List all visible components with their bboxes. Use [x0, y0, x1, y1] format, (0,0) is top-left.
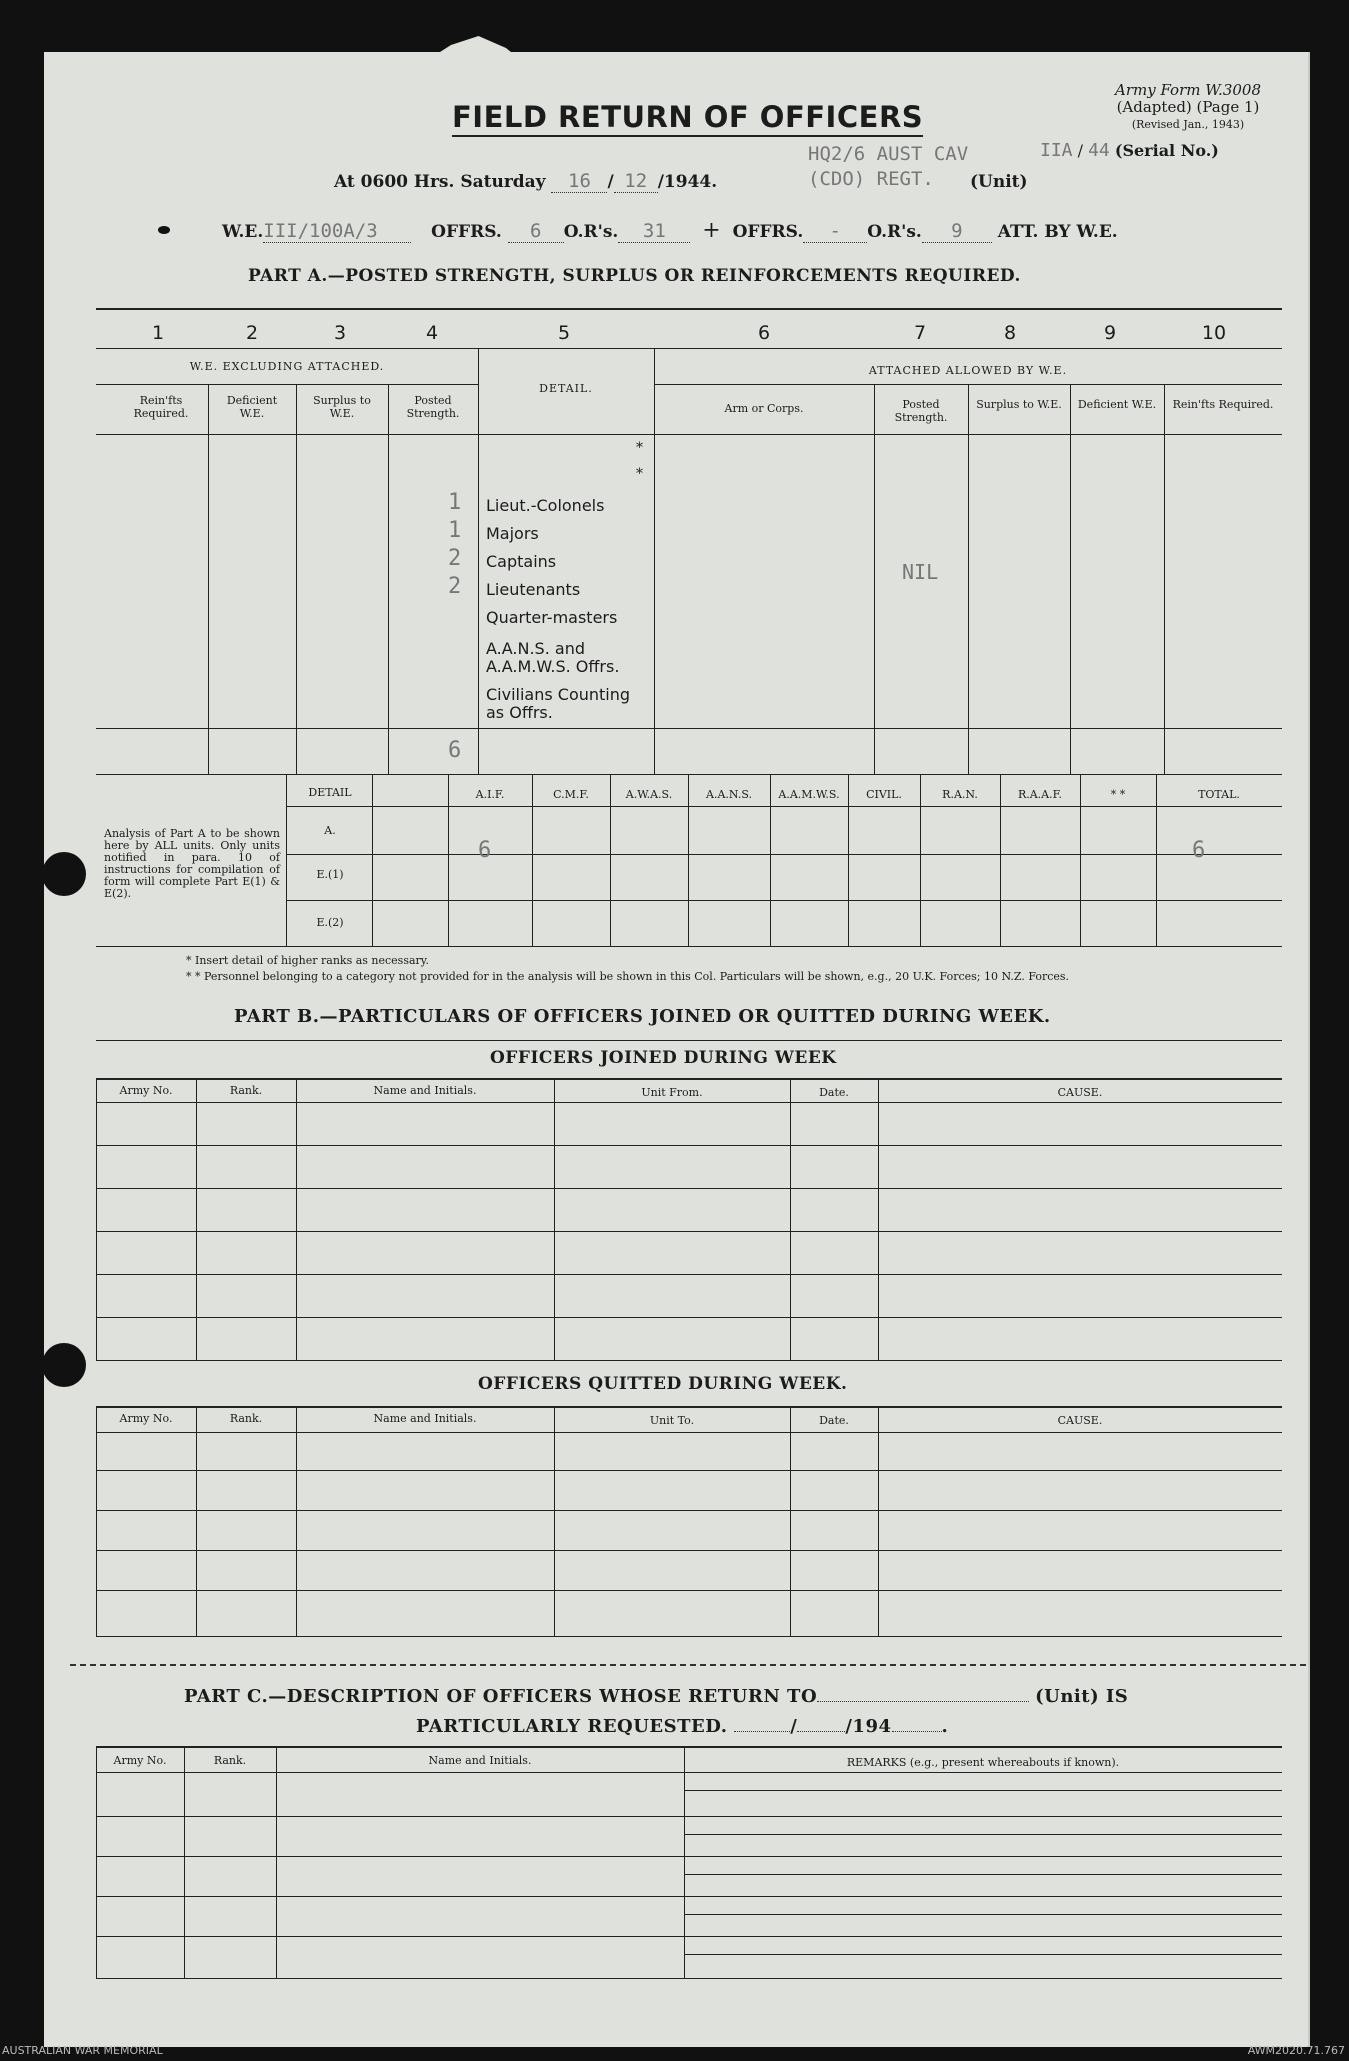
- offrs-label: OFFRS.: [431, 222, 502, 242]
- analysis-a-aif-value: 6: [478, 838, 492, 863]
- posted-total: 6: [448, 738, 462, 763]
- army-form-id: [1115, 82, 1261, 133]
- revised-label: (Revised Jan., 1943): [1131, 118, 1245, 131]
- analysis-col-cmf: C.M.F.: [553, 788, 589, 801]
- date-day: 16: [568, 170, 591, 192]
- quitted-col-name: Name and Initials.: [373, 1412, 477, 1425]
- right-col-surplus: Surplus to W.E.: [976, 398, 1062, 411]
- we-line: [222, 218, 1118, 243]
- joined-title: OFFICERS JOINED DURING WEEK: [490, 1048, 837, 1068]
- joined-col-army-no: Army No.: [119, 1084, 173, 1097]
- quitted-col-rank: Rank.: [229, 1412, 263, 1425]
- analysis-col-civil: CIVIL.: [866, 788, 902, 801]
- at-hours-label: At 0600 Hrs. Saturday: [334, 172, 546, 192]
- rank-lieutenants: Lieutenants: [486, 580, 581, 599]
- offrs2-label: OFFRS.: [732, 222, 804, 242]
- ors-value: 31: [642, 220, 666, 242]
- offrs2-value: -: [829, 220, 841, 242]
- ors-label: O.R's.: [563, 222, 619, 242]
- posted-captains: 2: [448, 546, 462, 571]
- joined-col-name: Name and Initials.: [373, 1084, 477, 1097]
- punch-hole-bottom: [42, 1343, 86, 1387]
- analysis-detail-header: DETAIL: [308, 786, 352, 799]
- right-col-reinforcements: Rein'fts Required.: [1172, 398, 1274, 411]
- part-c-requested: PARTICULARLY REQUESTED.: [416, 1716, 728, 1737]
- right-col-deficient: Deficient W.E.: [1077, 398, 1157, 411]
- unit-line-1: HQ2/6 AUST CAV: [808, 143, 969, 165]
- offrs-value: 6: [530, 220, 542, 242]
- unit-label: (Unit): [970, 172, 1028, 192]
- analysis-col-awas: A.W.A.S.: [625, 788, 673, 801]
- col-num-10: 10: [1201, 322, 1227, 344]
- date-year: /1944: [657, 172, 712, 192]
- quitted-title: OFFICERS QUITTED DURING WEEK.: [478, 1374, 848, 1394]
- part-c-slash: /: [790, 1716, 798, 1737]
- posted-majors: 1: [448, 518, 462, 543]
- part-c-title: PART C.—DESCRIPTION OF OFFICERS WHOSE RETURN TO: [184, 1686, 818, 1707]
- analysis-col-ran: R.A.N.: [942, 788, 978, 801]
- star-1: *: [636, 440, 643, 456]
- date-line: At 0600 Hrs. Saturday 16 / 12 /1944.: [334, 170, 718, 192]
- ors2-label: O.R's.: [867, 222, 922, 242]
- we-label: W.E.: [222, 222, 264, 242]
- footnote-higher-ranks: * Insert detail of higher ranks as necessary.: [186, 954, 430, 967]
- footer-archive-name: AUSTRALIAN WAR MEMORIAL: [2, 2044, 163, 2057]
- quitted-col-date: Date.: [819, 1414, 849, 1427]
- ors2-value: 9: [951, 220, 963, 242]
- left-col-posted: Posted Strength.: [406, 394, 460, 420]
- analysis-col-other: * *: [1110, 788, 1126, 801]
- cut-line: [70, 1664, 1306, 1666]
- adapted-label: (Adapted) (Page 1): [1116, 98, 1260, 116]
- part-c-unit-is: (Unit) IS: [1035, 1686, 1129, 1707]
- analysis-col-aamws: A.A.M.W.S.: [778, 788, 840, 801]
- part-c-col-name: Name and Initials.: [428, 1754, 532, 1767]
- posted-lieutenants: 2: [448, 574, 462, 599]
- footer-accession-number: AWM2020.71.767: [1247, 2044, 1345, 2057]
- col-num-6: 6: [757, 322, 771, 344]
- unit-typed: [808, 142, 968, 192]
- quitted-col-unit-to: Unit To.: [649, 1414, 695, 1427]
- col-num-8: 8: [1003, 322, 1017, 344]
- attached-nil: NIL: [902, 560, 939, 584]
- part-c-year: /194: [845, 1716, 892, 1737]
- left-col-surplus: Surplus to W.E.: [313, 394, 371, 420]
- rank-quartermasters: Quarter-masters: [486, 608, 618, 627]
- left-col-deficient: Deficient W.E.: [226, 394, 278, 420]
- analysis-row-e1: E.(1): [316, 868, 344, 881]
- analysis-col-aans: A.A.N.S.: [706, 788, 752, 801]
- joined-col-rank: Rank.: [229, 1084, 263, 1097]
- col-num-7: 7: [913, 322, 927, 344]
- analysis-note: Analysis of Part A to be shown here by ALL units. Only units notified in para. 10 of instructions for compilation of form will complete Part E(1) & E(2).: [104, 827, 280, 900]
- analysis-row-e2: E.(2): [316, 916, 344, 929]
- star-2: *: [636, 466, 643, 482]
- analysis-row-a: A.: [324, 824, 336, 837]
- analysis-col-total: TOTAL.: [1198, 788, 1240, 801]
- attached-allowed-header: ATTACHED ALLOWED BY W.E.: [868, 364, 1068, 377]
- quitted-col-cause: CAUSE.: [1057, 1414, 1103, 1427]
- part-c-col-army-no: Army No.: [113, 1754, 167, 1767]
- col-num-9: 9: [1103, 322, 1117, 344]
- unit-line-2: (CDO) REGT.: [808, 168, 934, 190]
- footnote-other-categories: * * Personnel belonging to a category not provided for in the analysis will be shown in this Col. Particulars will be shown, e.g., 20 U.K. Forces; 10 N.Z. Forces.: [186, 970, 1070, 983]
- col-num-5: 5: [557, 322, 571, 344]
- paper-tear: [418, 36, 528, 66]
- analysis-col-aif: A.I.F.: [475, 788, 505, 801]
- part-b-title: PART B.—PARTICULARS OF OFFICERS JOINED OR QUITTED DURING WEEK.: [234, 1006, 1051, 1027]
- col-num-1: 1: [151, 322, 165, 344]
- joined-col-date: Date.: [819, 1086, 849, 1099]
- form-title: FIELD RETURN OF OFFICERS: [452, 100, 923, 137]
- att-label: ATT. BY W.E.: [997, 222, 1118, 242]
- we-excluding-attached-header: W.E. EXCLUDING ATTACHED.: [189, 360, 385, 373]
- left-col-reinforcements: Rein'fts Required.: [133, 394, 189, 420]
- joined-col-cause: CAUSE.: [1057, 1086, 1103, 1099]
- part-c-title-line: [184, 1686, 1128, 1707]
- posted-lieut-colonels: 1: [448, 490, 462, 515]
- serial-label: (Serial No.): [1114, 141, 1219, 160]
- right-col-arm-corps: Arm or Corps.: [724, 402, 804, 415]
- quitted-col-army-no: Army No.: [119, 1412, 173, 1425]
- rank-captains: Captains: [486, 552, 557, 571]
- we-value: III/100A/3: [263, 220, 378, 242]
- serial-number: 44: [1088, 140, 1110, 161]
- date-month: 12: [624, 170, 648, 192]
- col-num-2: 2: [245, 322, 259, 344]
- rank-civilians: Civilians Counting as Offrs.: [486, 685, 631, 722]
- plus-sign: +: [702, 218, 721, 243]
- right-col-posted: Posted Strength.: [894, 398, 948, 424]
- punch-hole-top: [42, 852, 86, 896]
- part-c-col-rank: Rank.: [213, 1754, 247, 1767]
- rank-lieut-colonels: Lieut.-Colonels: [486, 496, 605, 515]
- col-num-3: 3: [333, 322, 347, 344]
- col-num-4: 4: [425, 322, 439, 344]
- analysis-a-total-value: 6: [1192, 838, 1206, 863]
- army-form-label: Army Form W.3008: [1115, 81, 1261, 99]
- part-c-col-remarks: REMARKS (e.g., present whereabouts if known).: [846, 1756, 1120, 1769]
- joined-col-unit-from: Unit From.: [641, 1086, 703, 1099]
- ink-blot: [158, 226, 170, 234]
- detail-header: DETAIL.: [539, 382, 593, 395]
- analysis-col-raaf: R.A.A.F.: [1017, 788, 1063, 801]
- rank-aans-aamws: A.A.N.S. and A.A.M.W.S. Offrs.: [486, 639, 620, 676]
- part-c-requested-line: PARTICULARLY REQUESTED. / /194 .: [416, 1716, 949, 1737]
- serial-prefix: IIA: [1040, 140, 1073, 161]
- serial-line: IIA / 44 (Serial No.): [1040, 140, 1219, 161]
- part-a-title: PART A.—POSTED STRENGTH, SURPLUS OR REINFORCEMENTS REQUIRED.: [248, 266, 1021, 286]
- rank-majors: Majors: [486, 524, 539, 543]
